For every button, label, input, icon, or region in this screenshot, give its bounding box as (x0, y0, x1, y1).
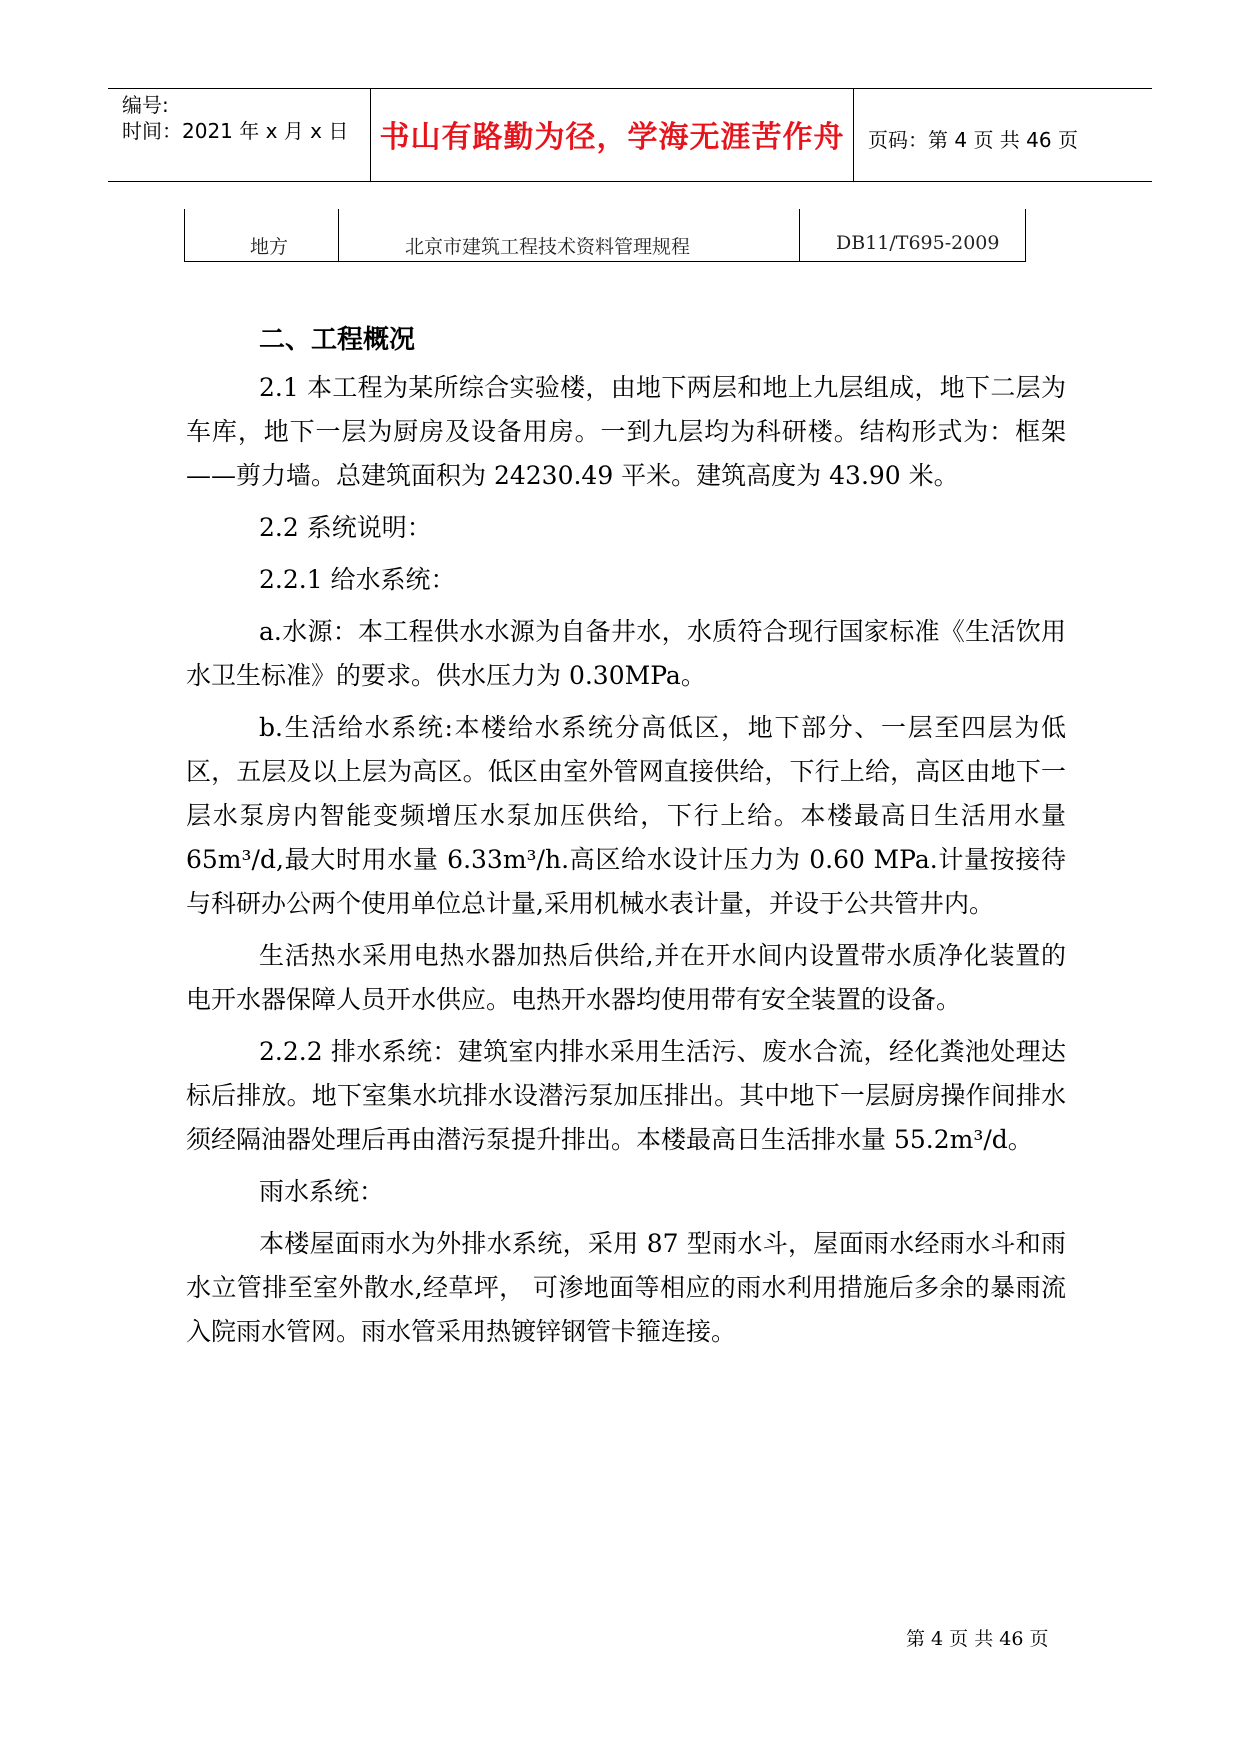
paragraph-system-description: 2.2 系统说明： (259, 513, 432, 542)
header-divider-right (853, 88, 854, 182)
paragraph-domestic-water-supply: b.生活给水系统:本楼给水系统分高低区，地下部分、一层至四层为低区，五层及以上层为高区。低区由室外管网直接供给，下行上给，高区由地下一层水泵房内智能变频增压水泵加压供给，下行上给。本楼最高日生活用水量 65m³/d,最大时用水量 6.33m³/h.高区给水设计压力为 0.60 MPa.计量按接待与科研办公两个使用单位总计量,采用机械水表计量，并设于公共管井内。 (186, 713, 1066, 918)
table-border-col1 (338, 209, 339, 262)
standard-type-cell: 地方 (250, 236, 289, 258)
table-border-right (1025, 209, 1026, 262)
standard-title-cell: 北京市建筑工程技术资料管理规程 (405, 236, 691, 258)
document-time-label: 时间：2021 年 x 月 x 日 (122, 119, 349, 143)
section-heading: 二、工程概况 (259, 325, 416, 355)
header-meta (122, 92, 348, 144)
paragraph-project-overview: 2.1 本工程为某所综合实验楼，由地下两层和地上九层组成，地下二层为车库，地下一层为厨房及设备用房。一到九层均为科研楼。结构形式为：框架——剪力墙。总建筑面积为 24230.49 平米。建筑高度为 43.90 米。 (186, 373, 1066, 490)
paragraph-rainwater-heading: 雨水系统： (259, 1177, 385, 1206)
document-body (186, 320, 1066, 1362)
table-border-left (184, 209, 185, 262)
paragraph-water-supply-heading: 2.2.1 给水系统： (259, 565, 456, 594)
standard-code-cell: DB11/T695-2009 (836, 232, 1000, 254)
header-bottom-rule (108, 181, 1152, 182)
header-top-rule (108, 88, 1152, 89)
header-divider-left (370, 88, 371, 182)
table-border-col2 (799, 209, 800, 262)
paragraph-hot-water: 生活热水采用电热水器加热后供给,并在开水间内设置带水质净化装置的电开水器保障人员开水供应。电热开水器均使用带有安全装置的设备。 (186, 941, 1066, 1014)
header-page-info: 页码：第 4 页 共 46 页 (868, 128, 1078, 152)
header-motto: 书山有路勤为径，学海无涯苦作舟 (379, 120, 845, 155)
paragraph-rainwater-system: 本楼屋面雨水为外排水系统，采用 87 型雨水斗，屋面雨水经雨水斗和雨水立管排至室外散水,经草坪， 可渗地面等相应的雨水利用措施后多余的暴雨流入院雨水管网。雨水管采用热镀锌钢管卡箍连接。 (186, 1229, 1066, 1346)
paragraph-water-source: a.水源：本工程供水水源为自备井水，水质符合现行国家标准《生活饮用水卫生标准》的要求。供水压力为 0.30MPa。 (186, 617, 1066, 690)
page-footer: 第 4 页 共 46 页 (906, 1628, 1049, 1650)
document-number-label: 编号: (122, 93, 169, 117)
paragraph-drainage-system: 2.2.2 排水系统：建筑室内排水采用生活污、废水合流，经化粪池处理达标后排放。地下室集水坑排水设潜污泵加压排出。其中地下一层厨房操作间排水须经隔油器处理后再由潜污泵提升排出。本楼最高日生活排水量 55.2m³/d。 (186, 1037, 1066, 1154)
